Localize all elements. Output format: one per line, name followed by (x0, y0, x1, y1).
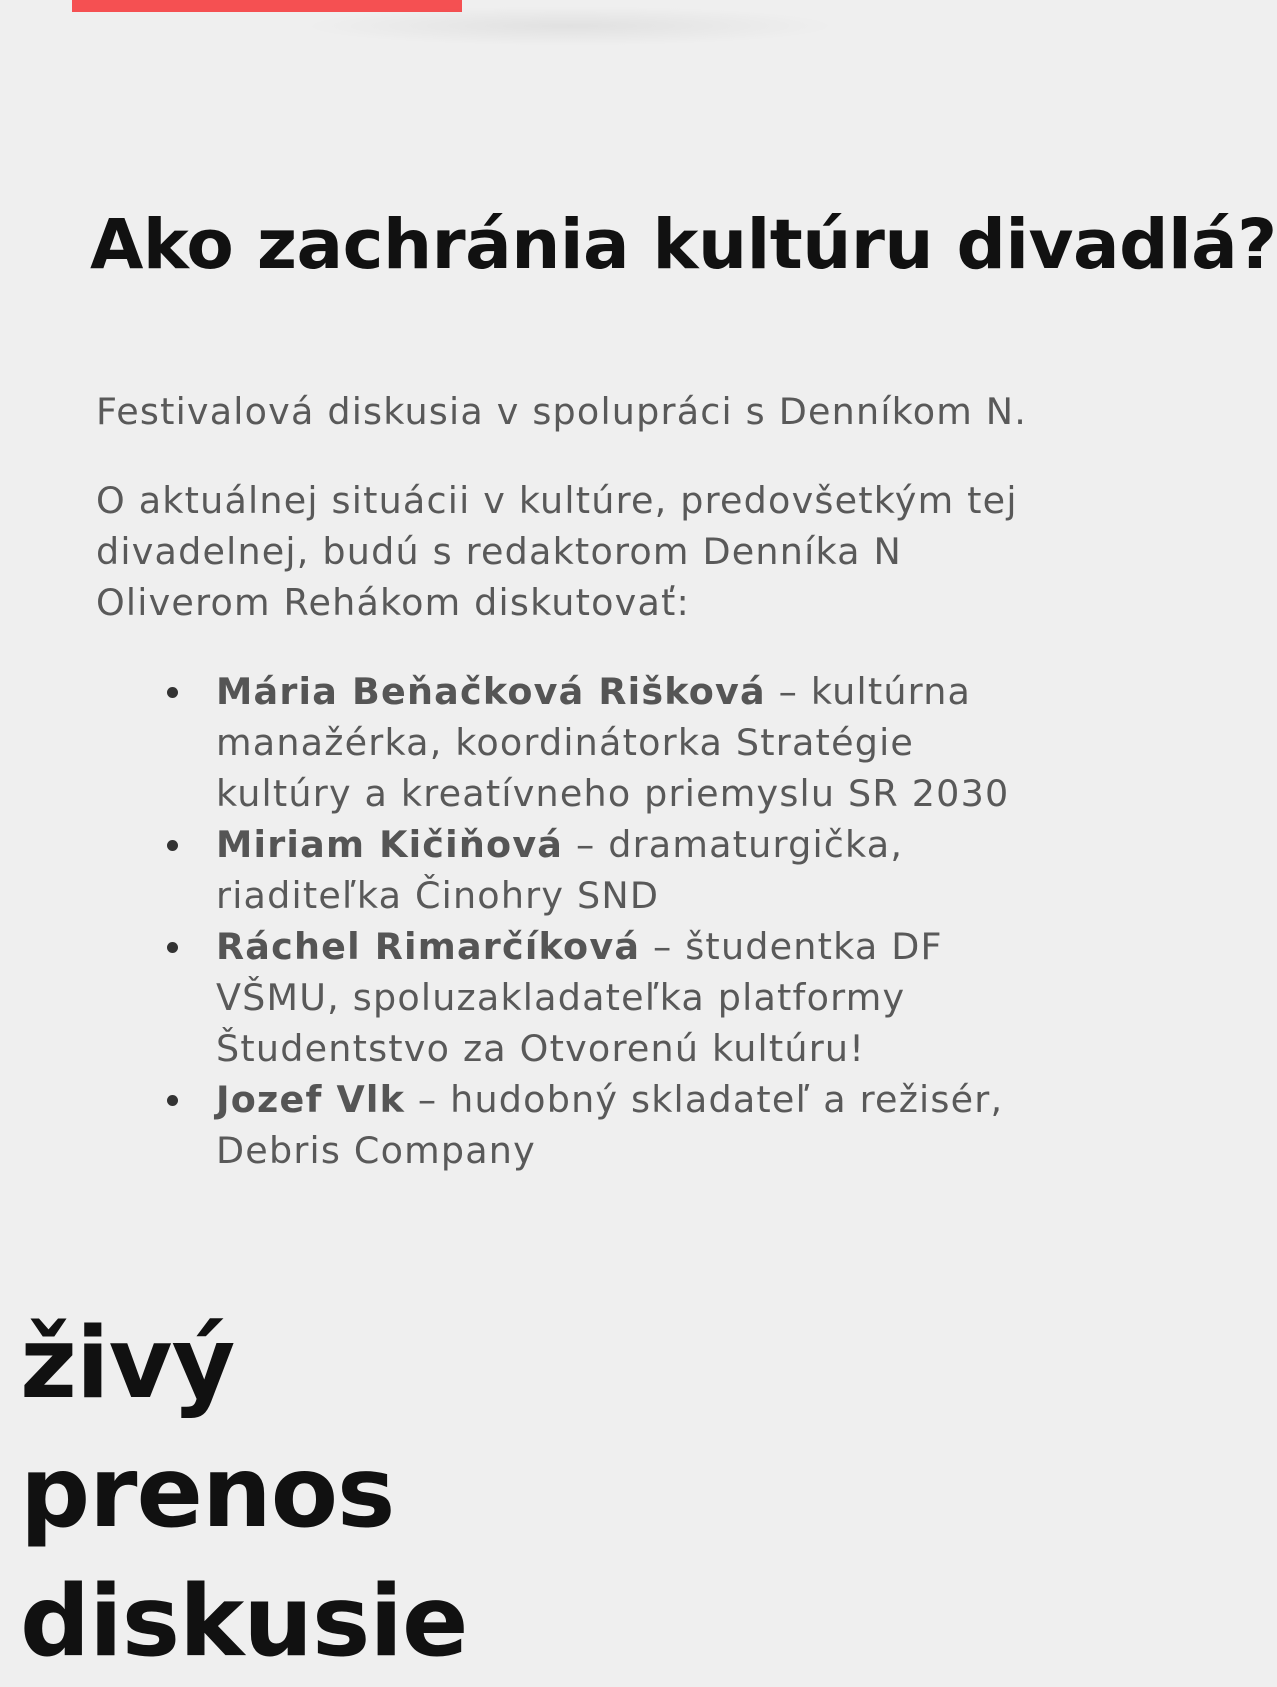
list-item (216, 666, 1056, 819)
guest-description: – dramaturgička, riaditeľka Činohry SND (216, 823, 904, 917)
guest-list (96, 666, 1056, 1176)
list-item (216, 921, 1056, 1074)
article-paragraph: O aktuálnej situácii v kultúre, predovšetkým tej divadelnej, budú s redaktorom Denníka N Oliverom Rehákom diskutovať: (96, 479, 1018, 624)
article-intro: Festivalová diskusia v spolupráci s Denníkom N. (96, 390, 1028, 433)
header-shadow (300, 6, 840, 46)
guest-description: – kultúrna manažérka, koordinátorka Stratégie kultúry a kreatívneho priemyslu SR 2030 (216, 670, 1010, 815)
guest-description: – študentka DF VŠMU, spoluzakladateľka platformy Študentstvo za Otvorenú kultúru! (216, 925, 943, 1070)
guest-name: Mária Beňačková Rišková (216, 670, 766, 713)
guest-description: – hudobný skladateľ a režisér, Debris Company (216, 1078, 1004, 1172)
guest-name: Jozef Vlk (216, 1078, 406, 1121)
page-title: Ako zachránia kultúru divadlá? (90, 205, 1277, 285)
guest-name: Miriam Kičiňová (216, 823, 564, 866)
live-heading-line: prenos (20, 1436, 395, 1550)
live-heading-line: živý (20, 1307, 235, 1421)
live-stream-heading (20, 1300, 467, 1687)
guest-name: Ráchel Rimarčíková (216, 925, 641, 968)
list-item (216, 819, 1056, 921)
live-heading-line: diskusie (20, 1565, 468, 1679)
list-item (216, 1074, 1056, 1176)
article-body (96, 386, 1056, 1176)
